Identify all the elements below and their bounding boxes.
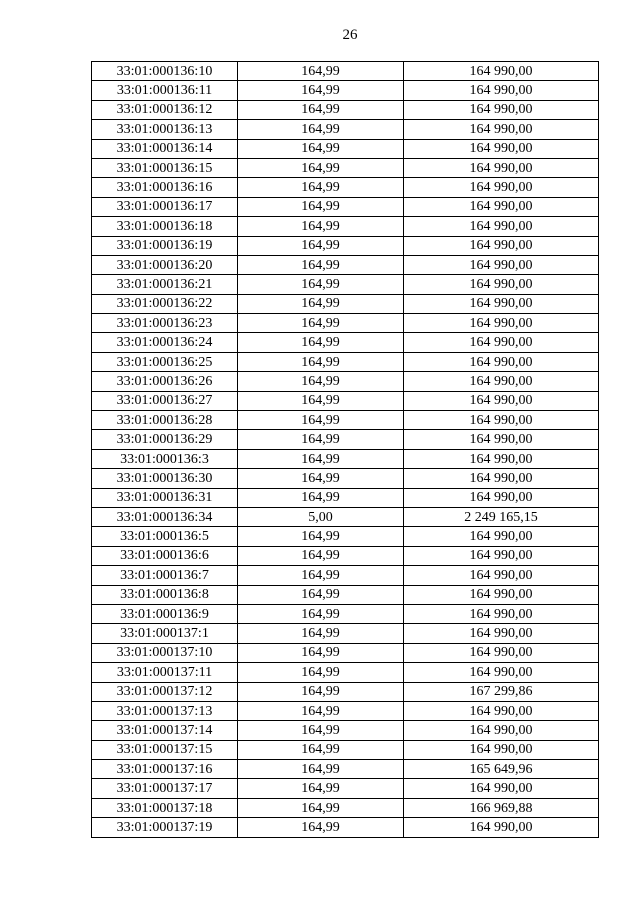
table-row [92,624,599,643]
area-cell: 164,99 [238,333,404,352]
value-cell: 164 990,00 [404,255,599,274]
cadastral-number-cell: 33:01:000136:18 [92,217,238,236]
table-row [92,449,599,468]
area-cell: 164,99 [238,798,404,817]
value-cell: 164 990,00 [404,449,599,468]
area-cell: 164,99 [238,663,404,682]
area-cell: 164,99 [238,217,404,236]
table-row [92,255,599,274]
value-cell: 164 990,00 [404,352,599,371]
table-row [92,527,599,546]
cadastral-number-cell: 33:01:000136:31 [92,488,238,507]
value-cell: 164 990,00 [404,818,599,837]
table-row [92,643,599,662]
area-cell: 164,99 [238,372,404,391]
cadastral-number-cell: 33:01:000136:9 [92,604,238,623]
value-cell: 164 990,00 [404,430,599,449]
area-cell: 164,99 [238,178,404,197]
value-cell: 165 649,96 [404,760,599,779]
value-cell: 164 990,00 [404,643,599,662]
cadastral-number-cell: 33:01:000137:17 [92,779,238,798]
area-cell: 164,99 [238,449,404,468]
table-row [92,62,599,81]
value-cell: 164 990,00 [404,779,599,798]
table-row [92,120,599,139]
cadastral-number-cell: 33:01:000136:22 [92,294,238,313]
table-row [92,779,599,798]
cadastral-number-cell: 33:01:000137:16 [92,760,238,779]
page-number: 26 [342,27,358,43]
cadastral-number-cell: 33:01:000137:1 [92,624,238,643]
area-cell: 164,99 [238,721,404,740]
table-row [92,798,599,817]
cadastral-number-cell: 33:01:000136:19 [92,236,238,255]
cadastral-number-cell: 33:01:000136:8 [92,585,238,604]
table-row [92,818,599,837]
table-row [92,314,599,333]
table-row [92,158,599,177]
area-cell: 164,99 [238,469,404,488]
value-cell: 164 990,00 [404,139,599,158]
table-body [92,62,599,838]
table-row [92,701,599,720]
cadastral-number-cell: 33:01:000136:25 [92,352,238,371]
table-row [92,217,599,236]
area-cell: 164,99 [238,100,404,119]
area-cell: 164,99 [238,527,404,546]
table-row [92,236,599,255]
area-cell: 5,00 [238,507,404,526]
value-cell: 166 969,88 [404,798,599,817]
table-row [92,663,599,682]
cadastral-number-cell: 33:01:000136:15 [92,158,238,177]
table-row [92,585,599,604]
cadastral-number-cell: 33:01:000136:30 [92,469,238,488]
table-row [92,178,599,197]
value-cell: 164 990,00 [404,81,599,100]
area-cell: 164,99 [238,120,404,139]
value-cell: 164 990,00 [404,411,599,430]
area-cell: 164,99 [238,643,404,662]
area-cell: 164,99 [238,275,404,294]
table-row [92,294,599,313]
area-cell: 164,99 [238,62,404,81]
value-cell: 164 990,00 [404,721,599,740]
value-cell: 164 990,00 [404,62,599,81]
value-cell: 167 299,86 [404,682,599,701]
cadastral-number-cell: 33:01:000136:3 [92,449,238,468]
table-row [92,430,599,449]
cadastral-number-cell: 33:01:000136:24 [92,333,238,352]
cadastral-number-cell: 33:01:000136:23 [92,314,238,333]
table-row [92,333,599,352]
cadastral-number-cell: 33:01:000137:19 [92,818,238,837]
value-cell: 164 990,00 [404,488,599,507]
cadastral-number-cell: 33:01:000136:6 [92,546,238,565]
value-cell: 164 990,00 [404,391,599,410]
area-cell: 164,99 [238,294,404,313]
area-cell: 164,99 [238,779,404,798]
cadastral-number-cell: 33:01:000136:13 [92,120,238,139]
cadastral-number-cell: 33:01:000136:12 [92,100,238,119]
value-cell: 2 249 165,15 [404,507,599,526]
table-row [92,488,599,507]
value-cell: 164 990,00 [404,100,599,119]
area-cell: 164,99 [238,740,404,759]
value-cell: 164 990,00 [404,120,599,139]
cadastral-number-cell: 33:01:000136:17 [92,197,238,216]
cadastral-number-cell: 33:01:000137:18 [92,798,238,817]
value-cell: 164 990,00 [404,178,599,197]
area-cell: 164,99 [238,197,404,216]
cadastral-number-cell: 33:01:000136:11 [92,81,238,100]
cadastral-number-cell: 33:01:000136:29 [92,430,238,449]
area-cell: 164,99 [238,818,404,837]
area-cell: 164,99 [238,488,404,507]
table-row [92,391,599,410]
cadastral-number-cell: 33:01:000136:26 [92,372,238,391]
cadastral-number-cell: 33:01:000136:27 [92,391,238,410]
value-cell: 164 990,00 [404,275,599,294]
value-cell: 164 990,00 [404,546,599,565]
value-cell: 164 990,00 [404,217,599,236]
value-cell: 164 990,00 [404,372,599,391]
area-cell: 164,99 [238,604,404,623]
value-cell: 164 990,00 [404,469,599,488]
table-row [92,197,599,216]
area-cell: 164,99 [238,624,404,643]
cadastral-number-cell: 33:01:000136:28 [92,411,238,430]
value-cell: 164 990,00 [404,566,599,585]
value-cell: 164 990,00 [404,663,599,682]
area-cell: 164,99 [238,411,404,430]
table-row [92,566,599,585]
cadastral-number-cell: 33:01:000137:12 [92,682,238,701]
table-row [92,469,599,488]
area-cell: 164,99 [238,236,404,255]
value-cell: 164 990,00 [404,624,599,643]
cadastral-number-cell: 33:01:000136:34 [92,507,238,526]
table-row [92,546,599,565]
area-cell: 164,99 [238,430,404,449]
area-cell: 164,99 [238,391,404,410]
area-cell: 164,99 [238,760,404,779]
cadastral-number-cell: 33:01:000137:11 [92,663,238,682]
table-row [92,760,599,779]
table-row [92,604,599,623]
table-row [92,507,599,526]
value-cell: 164 990,00 [404,197,599,216]
value-cell: 164 990,00 [404,740,599,759]
cadastral-number-cell: 33:01:000136:20 [92,255,238,274]
value-cell: 164 990,00 [404,527,599,546]
area-cell: 164,99 [238,682,404,701]
table-row [92,721,599,740]
value-cell: 164 990,00 [404,314,599,333]
value-cell: 164 990,00 [404,604,599,623]
cadastral-number-cell: 33:01:000137:10 [92,643,238,662]
table-row [92,740,599,759]
table-row [92,372,599,391]
area-cell: 164,99 [238,255,404,274]
table-row [92,682,599,701]
table-row [92,100,599,119]
area-cell: 164,99 [238,546,404,565]
table-row [92,352,599,371]
area-cell: 164,99 [238,701,404,720]
area-cell: 164,99 [238,314,404,333]
cadastral-number-cell: 33:01:000136:14 [92,139,238,158]
data-table [91,61,599,838]
area-cell: 164,99 [238,158,404,177]
table-row [92,81,599,100]
value-cell: 164 990,00 [404,585,599,604]
value-cell: 164 990,00 [404,294,599,313]
cadastral-number-cell: 33:01:000137:14 [92,721,238,740]
area-cell: 164,99 [238,585,404,604]
cadastral-number-cell: 33:01:000136:10 [92,62,238,81]
table-row [92,275,599,294]
cadastral-number-cell: 33:01:000136:21 [92,275,238,294]
table-row [92,139,599,158]
value-cell: 164 990,00 [404,236,599,255]
cadastral-number-cell: 33:01:000137:15 [92,740,238,759]
area-cell: 164,99 [238,81,404,100]
area-cell: 164,99 [238,352,404,371]
area-cell: 164,99 [238,139,404,158]
cadastral-number-cell: 33:01:000136:7 [92,566,238,585]
cadastral-number-cell: 33:01:000137:13 [92,701,238,720]
value-cell: 164 990,00 [404,701,599,720]
table-row [92,411,599,430]
area-cell: 164,99 [238,566,404,585]
cadastral-number-cell: 33:01:000136:5 [92,527,238,546]
value-cell: 164 990,00 [404,158,599,177]
value-cell: 164 990,00 [404,333,599,352]
cadastral-number-cell: 33:01:000136:16 [92,178,238,197]
